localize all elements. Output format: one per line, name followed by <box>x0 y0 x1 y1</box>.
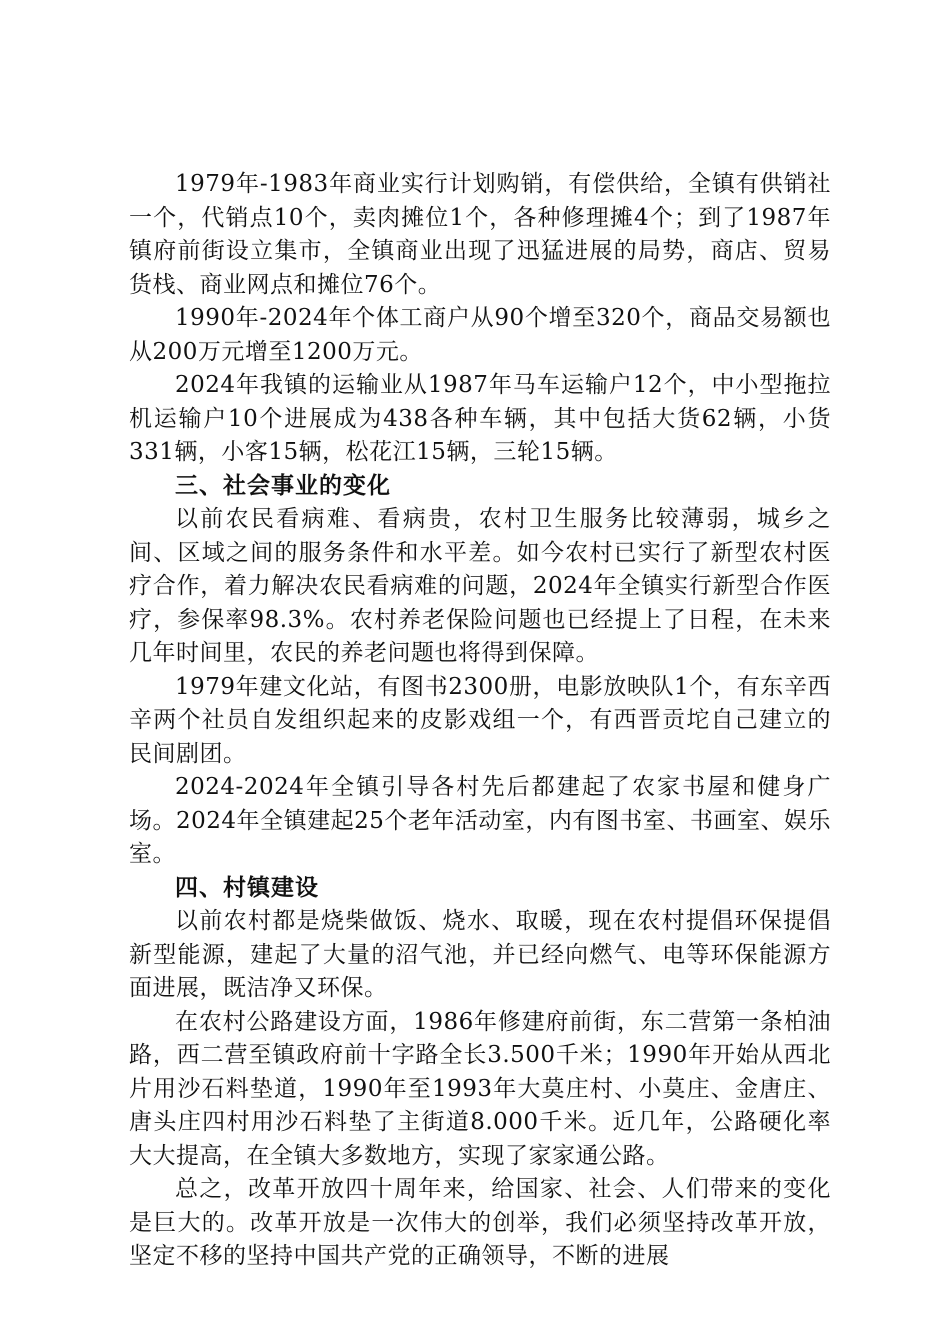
paragraph-energy: 以前农村都是烧柴做饭、烧水、取暖，现在农村提倡环保提倡新型能源，建起了大量的沼气池，并已经向燃气、电等环保能源方面进展，既洁净又环保。 <box>129 908 831 1001</box>
paragraph-roads: 在农村公路建设方面，1986年修建府前街，东二营第一条柏油路，西二营至镇政府前十字路全长3.500千米；1990年开始从西北片用沙石料垫道，1990年至1993年大莫庄村、小莫庄、金唐庄、唐头庄四村用沙石料垫了主街道8.000千米。近几年，公路硬化率大大提高，在全镇大多数地方，实现了家家通公路。 <box>129 1008 831 1169</box>
paragraph-library-fitness: 2024-2024年全镇引导各村先后都建起了农家书屋和健身广场。2024年全镇建起25个老年活动室，内有图书室、书画室、娱乐室。 <box>129 774 831 867</box>
paragraph-medical: 以前农民看病难、看病贵，农村卫生服务比较薄弱，城乡之间、区域之间的服务条件和水平差。如今农村已实行了新型农村医疗合作，着力解决农民看病难的问题，2024年全镇实行新型合作医疗，参保率98.3%。农村养老保险问题也已经提上了日程，在未来几年时间里，农民的养老问题也将得到保障。 <box>129 506 831 666</box>
section-heading-village: 四、村镇建设 <box>175 874 319 901</box>
paragraph-commerce-1990: 1990年-2024年个体工商户从90个增至320个，商品交易额也从200万元增至1200万元。 <box>129 305 831 365</box>
paragraph-transport: 2024年我镇的运输业从1987年马车运输户12个，中小型拖拉机运输户10个进展成为438各种车辆，其中包括大货62辆，小货331辆，小客15辆，松花江15辆，三轮15辆。 <box>129 372 831 465</box>
section-heading-social: 三、社会事业的变化 <box>175 472 391 499</box>
paragraph-culture-station: 1979年建文化站，有图书2300册，电影放映队1个，有东辛西辛两个社员自发组织起来的皮影戏组一个，有西晋贡坨自己建立的民间剧团。 <box>129 673 831 767</box>
document-body <box>129 168 831 1274</box>
paragraph-commerce-1979: 1979年-1983年商业实行计划购销，有偿供给，全镇有供销社一个，代销点10个，卖肉摊位1个，各种修理摊4个；到了1987年镇府前街设立集市，全镇商业出现了迅猛进展的局势，商店、贸易货栈、商业网点和摊位76个。 <box>129 171 831 298</box>
paragraph-conclusion: 总之，改革开放四十周年来，给国家、社会、人们带来的变化是巨大的。改革开放是一次伟大的创举，我们必须坚持改革开放，坚定不移的坚持中国共产党的正确领导，不断的进展 <box>129 1176 831 1269</box>
